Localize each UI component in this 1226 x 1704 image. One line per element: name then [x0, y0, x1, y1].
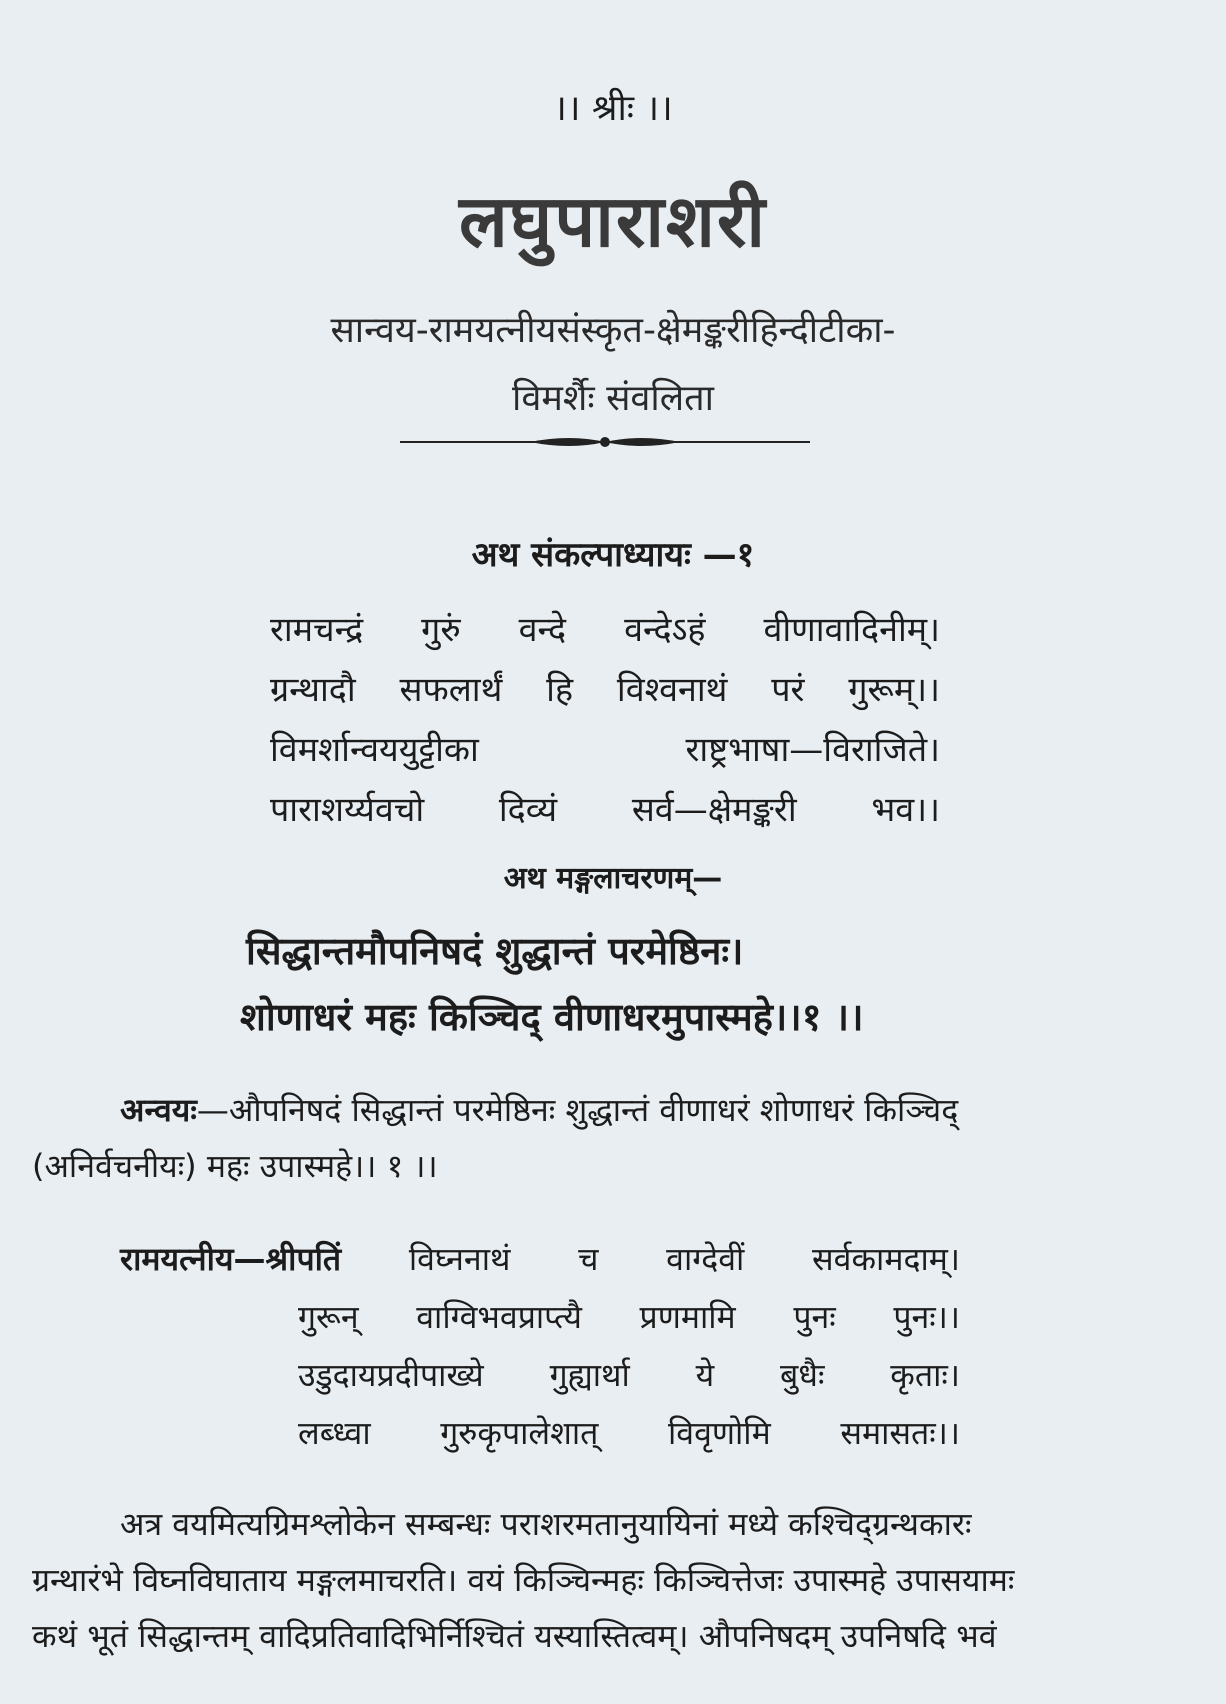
verse-word: लब्ध्वा: [298, 1414, 371, 1452]
shloka-line-1: सिद्धान्तमौपनिषदं शुद्धान्तं परमेष्ठिनः।: [246, 929, 744, 973]
verse-word: रामचन्द्रं: [270, 610, 364, 650]
subtitle-line-2: विमर्शैः संवलिता: [512, 378, 714, 419]
verse-word: विघ्ननाथं: [408, 1240, 511, 1278]
verse-line: [270, 720, 940, 780]
verse-word: बुधैः: [780, 1356, 825, 1394]
chapter-heading: अथ संकल्पाध्यायः —१: [471, 535, 755, 575]
verse-word: पुनः: [793, 1298, 836, 1336]
verse-line: [298, 1346, 960, 1404]
mangala-shloka: [240, 918, 1010, 1050]
verse-word: भव।।: [871, 790, 940, 830]
verse-word: सर्वकामदाम्।: [812, 1240, 960, 1278]
verse-line: [270, 660, 940, 720]
verse-word: परं: [771, 670, 805, 710]
verse-word: वीणावादिनीम्।: [763, 610, 940, 650]
verse-word: गुरूम्।।: [848, 670, 940, 710]
anvaya-text: —औपनिषदं सिद्धान्तं परमेष्ठिनः शुद्धान्तं वीणाधरं शोणाधरं किञ्चिद्: [196, 1091, 959, 1129]
commentary-line: अत्र वयमित्यग्रिमश्लोकेन सम्बन्धः पराशरमतानुयायिनां मध्ये कश्चिद्ग्रन्थकारः: [120, 1505, 972, 1543]
verse-word: वाग्विभवप्राप्त्यै: [416, 1298, 582, 1336]
verse-word: ग्रन्थादौ: [270, 670, 356, 710]
verse-word: पुनः।।: [893, 1298, 960, 1336]
verse-word: वन्देऽहं: [624, 610, 706, 650]
verse-word: वन्दे: [518, 610, 567, 650]
verse-word: विश्वनाथं: [616, 670, 728, 710]
ramayatniya-verse: [120, 1288, 960, 1462]
verse-word: कृताः।: [890, 1356, 960, 1394]
verse-word: रामयत्नीय—श्रीपतिं: [120, 1240, 342, 1278]
verse-line: [298, 1288, 960, 1346]
verse-word: गुरुं: [421, 610, 461, 650]
shloka-line-2: शोणाधरं महः किञ्चिद् वीणाधरमुपास्महे।।१ ।।: [240, 995, 864, 1039]
anvaya-paragraph: [32, 1082, 1204, 1194]
verse-word: गुरुकृपालेशात्: [440, 1414, 599, 1452]
verse-word: गुरून्: [298, 1298, 359, 1336]
verse-word: सर्व—क्षेमङ्करी: [631, 790, 797, 830]
verse-word: पाराशर्य्यवचो: [270, 790, 425, 830]
ramayatniya-commentary: [120, 1230, 960, 1462]
verse-word: दिव्यं: [498, 790, 558, 830]
anvaya-line-2: (अनिर्वचनीयः) महः उपास्महे।। १ ।।: [32, 1147, 438, 1185]
commentary-line: ग्रन्थारंभे विघ्नविघाताय मङ्गलमाचरति। वयं किञ्चिन्महः किञ्चित्तेजः उपास्महे उपासयामः: [32, 1561, 1015, 1599]
verse-word: हि: [546, 670, 574, 710]
invocation: ।। श्रीः ।।: [553, 88, 673, 129]
verse-word: वाग्देवीं: [666, 1240, 745, 1278]
ornamental-divider: [400, 430, 810, 454]
anvaya-line-1: [32, 1082, 1204, 1138]
invocation-verse: [270, 600, 940, 840]
anvaya-label: अन्वयः: [120, 1091, 197, 1129]
ramayatniya-head-line: [120, 1230, 960, 1288]
verse-line: [298, 1404, 960, 1462]
verse-line: [270, 780, 940, 840]
verse-word: विवृणोमि: [668, 1414, 771, 1452]
commentary-line: कथं भूतं सिद्धान्तम् वादिप्रतिवादिभिर्निश्चितं यस्यास्तित्वम्। औपनिषदम् उपनिषदि भवं: [32, 1617, 997, 1655]
verse-line: [270, 600, 940, 660]
verse-word: सफलार्थं: [399, 670, 503, 710]
subtitle-line-1: सान्वय-रामयत्नीयसंस्कृत-क्षेमङ्करीहिन्दीटीका-: [330, 310, 896, 351]
mangalacharan-heading: अथ मङ्गलाचरणम्—: [503, 861, 723, 896]
verse-word: समासतः।।: [840, 1414, 960, 1452]
commentary-paragraph: [32, 1496, 1204, 1664]
verse-word: विमर्शान्वययुट्टीका: [270, 730, 479, 770]
verse-word: गुह्यार्था: [549, 1356, 630, 1394]
verse-word: च: [578, 1240, 599, 1278]
verse-word: ये: [695, 1356, 715, 1394]
verse-word: उडुदायप्रदीपाख्ये: [298, 1356, 484, 1394]
verse-word: राष्ट्रभाषा—विराजिते।: [685, 730, 940, 770]
verse-word: प्रणमामि: [639, 1298, 736, 1336]
page-title: लघुपाराशरी: [458, 179, 768, 263]
